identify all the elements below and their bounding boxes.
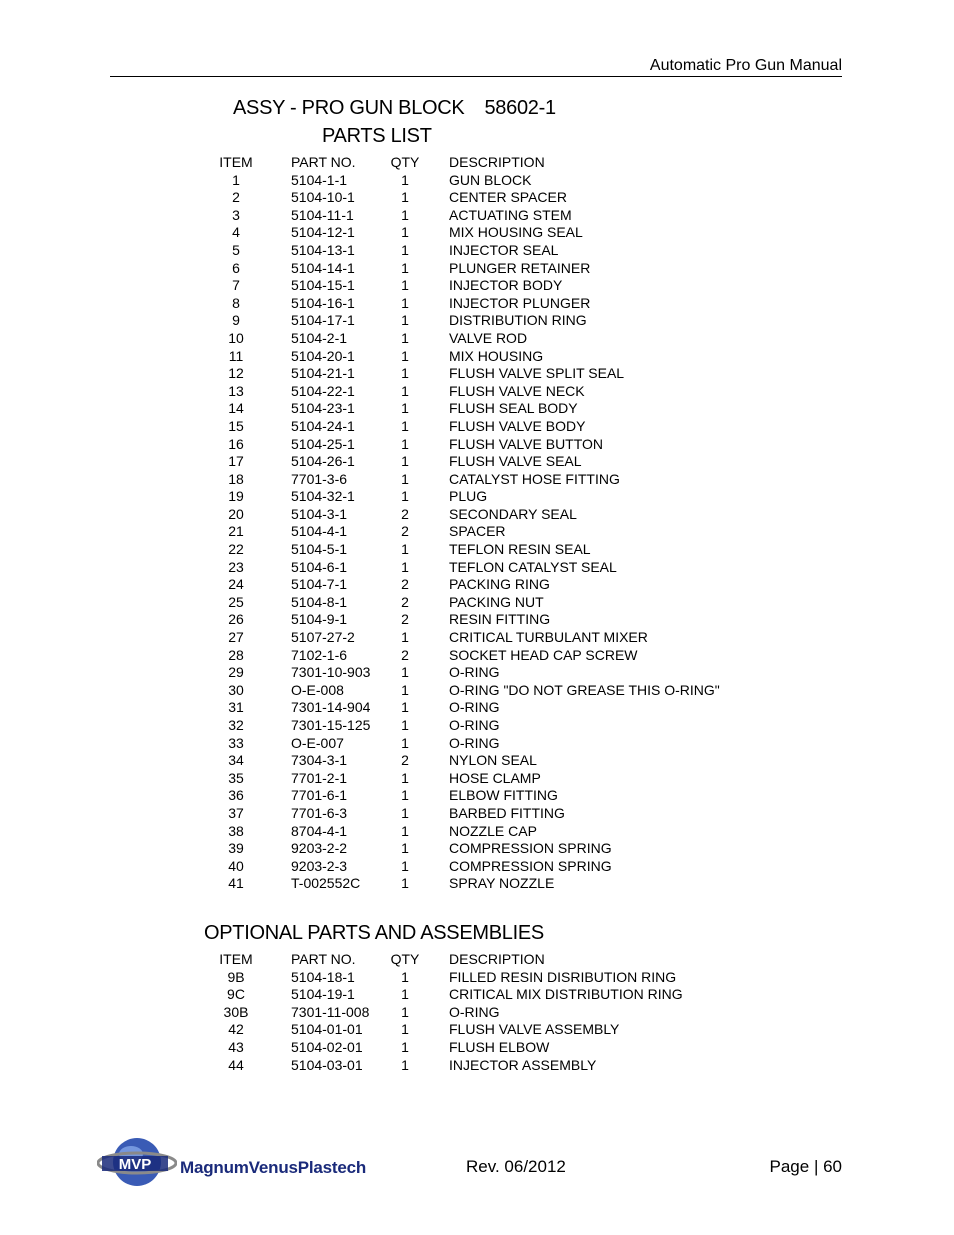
cell-desc: GUN BLOCK <box>449 171 532 188</box>
cell-qty: 1 <box>401 241 409 258</box>
cell-desc: MIX HOUSING SEAL <box>449 224 583 241</box>
cell-desc: FLUSH VALVE BUTTON <box>449 435 604 452</box>
cell-part: 7304-3-1 <box>291 752 348 769</box>
cell-desc: ELBOW FITTING <box>449 787 558 804</box>
cell-item: 30B <box>223 1003 249 1020</box>
table-row <box>0 312 954 330</box>
cell-desc: CATALYST HOSE FITTING <box>449 470 620 487</box>
table-row <box>0 277 954 295</box>
cell-desc: DISTRIBUTION RING <box>449 312 587 329</box>
cell-qty: 1 <box>401 382 409 399</box>
optional-table <box>0 951 954 1074</box>
cell-item: 13 <box>228 382 244 399</box>
cell-qty: 1 <box>401 1003 409 1020</box>
cell-item: 10 <box>228 329 244 346</box>
cell-part: 9203-2-2 <box>291 840 348 857</box>
table-row <box>0 1021 954 1039</box>
cell-qty: 2 <box>401 752 409 769</box>
cell-desc: CRITICAL MIX DISTRIBUTION RING <box>449 986 683 1003</box>
cell-qty: 1 <box>401 629 409 646</box>
cell-part: 5104-17-1 <box>291 312 355 329</box>
cell-item: 15 <box>228 417 244 434</box>
cell-part: O-E-007 <box>291 734 344 751</box>
cell-qty: 1 <box>401 1038 409 1055</box>
header-title: Automatic Pro Gun Manual <box>649 57 842 74</box>
table-row <box>0 594 954 612</box>
cell-item: 39 <box>228 840 244 857</box>
cell-qty: 1 <box>401 1021 409 1038</box>
cell-desc: BARBED FITTING <box>449 804 565 821</box>
cell-qty: 1 <box>401 1056 409 1073</box>
table-row <box>0 436 954 454</box>
cell-part: 5104-23-1 <box>291 400 355 417</box>
table-row <box>0 1004 954 1022</box>
cell-qty: 1 <box>401 734 409 751</box>
cell-qty: 1 <box>401 347 409 364</box>
cell-desc: PACKING NUT <box>449 593 544 610</box>
cell-item: 25 <box>228 593 244 610</box>
cell-desc: FLUSH SEAL BODY <box>449 400 578 417</box>
cell-part: 5104-13-1 <box>291 241 355 258</box>
cell-part: 7701-6-1 <box>291 787 348 804</box>
cell-part: 7301-10-903 <box>291 664 371 681</box>
cell-qty: 1 <box>401 558 409 575</box>
cell-desc: FLUSH VALVE BODY <box>449 417 586 434</box>
cell-qty: 2 <box>401 505 409 522</box>
column-header-part: PART NO. <box>291 951 356 967</box>
column-header-part: PART NO. <box>291 154 356 170</box>
cell-part: 5104-03-01 <box>291 1056 363 1073</box>
cell-item: 43 <box>228 1038 244 1055</box>
cell-item: 29 <box>228 664 244 681</box>
cell-qty: 1 <box>401 329 409 346</box>
table-row <box>0 260 954 278</box>
cell-item: 3 <box>232 206 240 223</box>
cell-desc: SPRAY NOZZLE <box>449 875 555 892</box>
header-rule <box>110 76 842 77</box>
cell-part: 7701-6-3 <box>291 804 348 821</box>
cell-item: 9 <box>232 312 240 329</box>
cell-qty: 1 <box>401 277 409 294</box>
assembly-name: ASSY - PRO GUN BLOCK <box>233 97 465 119</box>
optional-header-row <box>0 951 954 969</box>
table-row <box>0 365 954 383</box>
cell-part: 5104-01-01 <box>291 1021 363 1038</box>
cell-desc: PLUG <box>449 488 488 505</box>
table-row <box>0 541 954 559</box>
table-row <box>0 699 954 717</box>
table-row <box>0 576 954 594</box>
cell-qty: 1 <box>401 400 409 417</box>
table-row <box>0 330 954 348</box>
cell-part: 5104-6-1 <box>291 558 348 575</box>
cell-item: 19 <box>228 488 244 505</box>
cell-qty: 1 <box>401 857 409 874</box>
cell-qty: 1 <box>401 541 409 558</box>
cell-part: 5104-25-1 <box>291 435 355 452</box>
cell-item: 8 <box>232 294 240 311</box>
page-number: Page | 60 <box>769 1157 842 1176</box>
cell-part: 5104-12-1 <box>291 224 355 241</box>
cell-part: 5104-11-1 <box>291 206 354 223</box>
cell-desc: O-RING <box>449 734 500 751</box>
cell-part: 5104-24-1 <box>291 417 355 434</box>
cell-desc: O-RING <box>449 1003 500 1020</box>
cell-desc: SECONDARY SEAL <box>449 505 577 522</box>
cell-desc: FLUSH VALVE SPLIT SEAL <box>449 365 625 382</box>
cell-item: 27 <box>228 629 244 646</box>
cell-qty: 1 <box>401 822 409 839</box>
logo-text: MVP <box>118 1156 152 1173</box>
cell-desc: SPACER <box>449 523 506 540</box>
cell-part: 5104-18-1 <box>291 968 355 985</box>
table-row <box>0 823 954 841</box>
cell-item: 42 <box>228 1021 244 1038</box>
column-header-qty: QTY <box>390 154 420 170</box>
table-row <box>0 770 954 788</box>
cell-item: 35 <box>228 769 244 786</box>
cell-desc: TEFLON RESIN SEAL <box>449 541 591 558</box>
cell-qty: 1 <box>401 453 409 470</box>
table-row <box>0 295 954 313</box>
cell-desc: O-RING <box>449 717 500 733</box>
cell-desc: O-RING <box>449 664 500 681</box>
table-row <box>0 242 954 260</box>
cell-part: 7701-2-1 <box>291 769 348 786</box>
cell-desc: CENTER SPACER <box>449 189 567 206</box>
table-row <box>0 506 954 524</box>
cell-desc: FILLED RESIN DISRIBUTION RING <box>449 968 677 985</box>
assembly-title <box>233 97 556 120</box>
column-header-qty: QTY <box>390 951 420 967</box>
company-name: MagnumVenusPlastech <box>180 1158 367 1177</box>
cell-part: 5104-5-1 <box>291 541 348 558</box>
cell-desc: PACKING RING <box>449 576 550 593</box>
cell-qty: 2 <box>401 523 409 540</box>
cell-item: 24 <box>228 576 244 593</box>
cell-qty: 1 <box>401 681 409 698</box>
table-row <box>0 787 954 805</box>
table-row <box>0 664 954 682</box>
column-header-desc: DESCRIPTION <box>449 154 545 170</box>
table-row <box>0 400 954 418</box>
cell-part: 7301-15-125 <box>291 717 371 733</box>
parts-header-row <box>0 154 954 172</box>
cell-part: 5104-7-1 <box>291 576 348 593</box>
cell-part: 5104-19-1 <box>291 986 355 1003</box>
table-row <box>0 471 954 489</box>
mvp-logo <box>97 1134 177 1192</box>
cell-desc: INJECTOR PLUNGER <box>449 294 591 311</box>
cell-qty: 1 <box>401 875 409 892</box>
table-row <box>0 559 954 577</box>
cell-part: 5104-2-1 <box>291 329 348 346</box>
cell-desc: MIX HOUSING <box>449 347 544 364</box>
cell-qty: 1 <box>401 470 409 487</box>
cell-qty: 1 <box>401 804 409 821</box>
cell-item: 40 <box>228 857 244 874</box>
cell-item: 38 <box>228 822 244 839</box>
cell-item: 37 <box>228 804 244 821</box>
table-row <box>0 805 954 823</box>
cell-desc: O-RING <box>449 699 500 716</box>
cell-part: 5104-10-1 <box>291 189 355 206</box>
table-row <box>0 875 954 893</box>
cell-qty: 2 <box>401 611 409 628</box>
cell-qty: 1 <box>401 206 409 223</box>
cell-desc: ACTUATING STEM <box>449 206 572 223</box>
cell-desc: INJECTOR BODY <box>449 277 563 294</box>
cell-item: 34 <box>228 752 244 769</box>
table-row <box>0 488 954 506</box>
cell-qty: 1 <box>401 365 409 382</box>
cell-part: 7701-3-6 <box>291 470 348 487</box>
cell-item: 14 <box>228 400 244 417</box>
table-row <box>0 858 954 876</box>
cell-desc: CRITICAL TURBULANT MIXER <box>449 629 648 646</box>
cell-part: 5104-20-1 <box>291 347 355 364</box>
table-row <box>0 207 954 225</box>
table-row <box>0 611 954 629</box>
cell-part: 5104-22-1 <box>291 382 355 399</box>
table-row <box>0 453 954 471</box>
cell-item: 44 <box>228 1056 244 1073</box>
cell-item: 21 <box>228 523 244 540</box>
cell-qty: 1 <box>401 189 409 206</box>
table-row <box>0 523 954 541</box>
cell-part: 5104-9-1 <box>291 611 348 628</box>
assembly-number: 58602-1 <box>484 97 556 119</box>
cell-desc: HOSE CLAMP <box>449 769 541 786</box>
cell-item: 5 <box>232 241 240 258</box>
cell-item: 22 <box>228 541 244 558</box>
table-row <box>0 172 954 190</box>
cell-qty: 1 <box>401 699 409 716</box>
cell-item: 12 <box>228 365 244 382</box>
cell-qty: 1 <box>401 417 409 434</box>
cell-item: 33 <box>228 734 244 751</box>
cell-part: 7102-1-6 <box>291 646 348 663</box>
cell-part: 5104-32-1 <box>291 488 355 505</box>
cell-item: 4 <box>232 224 240 241</box>
cell-desc: INJECTOR SEAL <box>449 241 559 258</box>
cell-part: 5104-26-1 <box>291 453 355 470</box>
cell-part: 7301-11-008 <box>291 1003 370 1020</box>
cell-qty: 1 <box>401 717 409 733</box>
cell-qty: 2 <box>401 593 409 610</box>
cell-desc: FLUSH VALVE ASSEMBLY <box>449 1021 620 1038</box>
cell-part: 5104-15-1 <box>291 277 355 294</box>
cell-part: 5104-8-1 <box>291 593 348 610</box>
parts-list-title: PARTS LIST <box>322 125 432 147</box>
cell-qty: 1 <box>401 968 409 985</box>
cell-item: 9B <box>227 968 245 985</box>
cell-part: 5104-16-1 <box>291 294 355 311</box>
table-row <box>0 735 954 753</box>
table-row <box>0 348 954 366</box>
cell-item: 6 <box>232 259 240 276</box>
cell-desc: VALVE ROD <box>449 329 528 346</box>
cell-qty: 1 <box>401 171 409 188</box>
cell-qty: 1 <box>401 294 409 311</box>
cell-qty: 1 <box>401 259 409 276</box>
revision: Rev. 06/2012 <box>466 1157 566 1176</box>
cell-part: 5107-27-2 <box>291 629 355 646</box>
cell-item: 18 <box>228 470 244 487</box>
cell-part: 7301-14-904 <box>291 699 371 716</box>
cell-desc: NYLON SEAL <box>449 752 537 769</box>
table-row <box>0 647 954 665</box>
cell-desc: O-RING "DO NOT GREASE THIS O-RING" <box>449 681 720 698</box>
cell-desc: RESIN FITTING <box>449 611 551 628</box>
cell-part: T-002552C <box>291 875 361 892</box>
cell-part: 5104-1-1 <box>291 171 348 188</box>
cell-item: 30 <box>228 681 244 698</box>
cell-item: 28 <box>228 646 244 663</box>
cell-item: 11 <box>228 347 244 364</box>
table-row <box>0 752 954 770</box>
cell-item: 31 <box>228 699 244 716</box>
parts-table <box>0 154 954 893</box>
cell-desc: NOZZLE CAP <box>449 822 537 839</box>
cell-qty: 1 <box>401 312 409 329</box>
cell-desc: SOCKET HEAD CAP SCREW <box>449 646 638 663</box>
cell-part: 5104-02-01 <box>291 1038 363 1055</box>
cell-item: 20 <box>228 505 244 522</box>
cell-desc: FLUSH VALVE SEAL <box>449 453 582 470</box>
cell-qty: 1 <box>401 840 409 857</box>
cell-qty: 1 <box>401 488 409 505</box>
cell-item: 26 <box>228 611 244 628</box>
table-row <box>0 682 954 700</box>
cell-item: 2 <box>232 189 240 206</box>
cell-part: 5104-3-1 <box>291 505 348 522</box>
cell-desc: COMPRESSION SPRING <box>449 857 612 874</box>
column-header-desc: DESCRIPTION <box>449 951 545 967</box>
cell-item: 1 <box>232 171 240 188</box>
table-row <box>0 383 954 401</box>
cell-part: O-E-008 <box>291 681 344 698</box>
cell-item: 16 <box>228 435 244 452</box>
cell-qty: 1 <box>401 664 409 681</box>
cell-desc: FLUSH ELBOW <box>449 1038 550 1055</box>
table-row <box>0 1057 954 1075</box>
cell-qty: 2 <box>401 576 409 593</box>
column-header-item: ITEM <box>219 154 253 170</box>
cell-qty: 1 <box>401 224 409 241</box>
cell-item: 41 <box>228 875 244 892</box>
cell-item: 23 <box>228 558 244 575</box>
column-header-item: ITEM <box>219 951 253 967</box>
cell-desc: FLUSH VALVE NECK <box>449 382 585 399</box>
cell-part: 5104-21-1 <box>291 365 355 382</box>
cell-desc: PLUNGER RETAINER <box>449 259 591 276</box>
cell-qty: 2 <box>401 646 409 663</box>
cell-item: 32 <box>228 717 244 733</box>
cell-item: 36 <box>228 787 244 804</box>
table-row <box>0 189 954 207</box>
table-row <box>0 986 954 1004</box>
cell-part: 8704-4-1 <box>291 822 348 839</box>
cell-qty: 1 <box>401 435 409 452</box>
cell-desc: COMPRESSION SPRING <box>449 840 612 857</box>
table-row <box>0 418 954 436</box>
table-row <box>0 1039 954 1057</box>
table-row <box>0 629 954 647</box>
cell-part: 9203-2-3 <box>291 857 348 874</box>
cell-item: 9C <box>227 986 245 1003</box>
table-row <box>0 840 954 858</box>
cell-desc: INJECTOR ASSEMBLY <box>449 1056 597 1073</box>
table-row <box>0 224 954 242</box>
cell-part: 5104-14-1 <box>291 259 355 276</box>
table-row <box>0 717 954 735</box>
table-row <box>0 969 954 987</box>
cell-item: 7 <box>232 277 240 294</box>
cell-qty: 1 <box>401 787 409 804</box>
cell-item: 17 <box>228 453 244 470</box>
cell-qty: 1 <box>401 769 409 786</box>
cell-qty: 1 <box>401 986 409 1003</box>
cell-desc: TEFLON CATALYST SEAL <box>449 558 617 575</box>
cell-part: 5104-4-1 <box>291 523 348 540</box>
optional-title: OPTIONAL PARTS AND ASSEMBLIES <box>204 922 544 944</box>
